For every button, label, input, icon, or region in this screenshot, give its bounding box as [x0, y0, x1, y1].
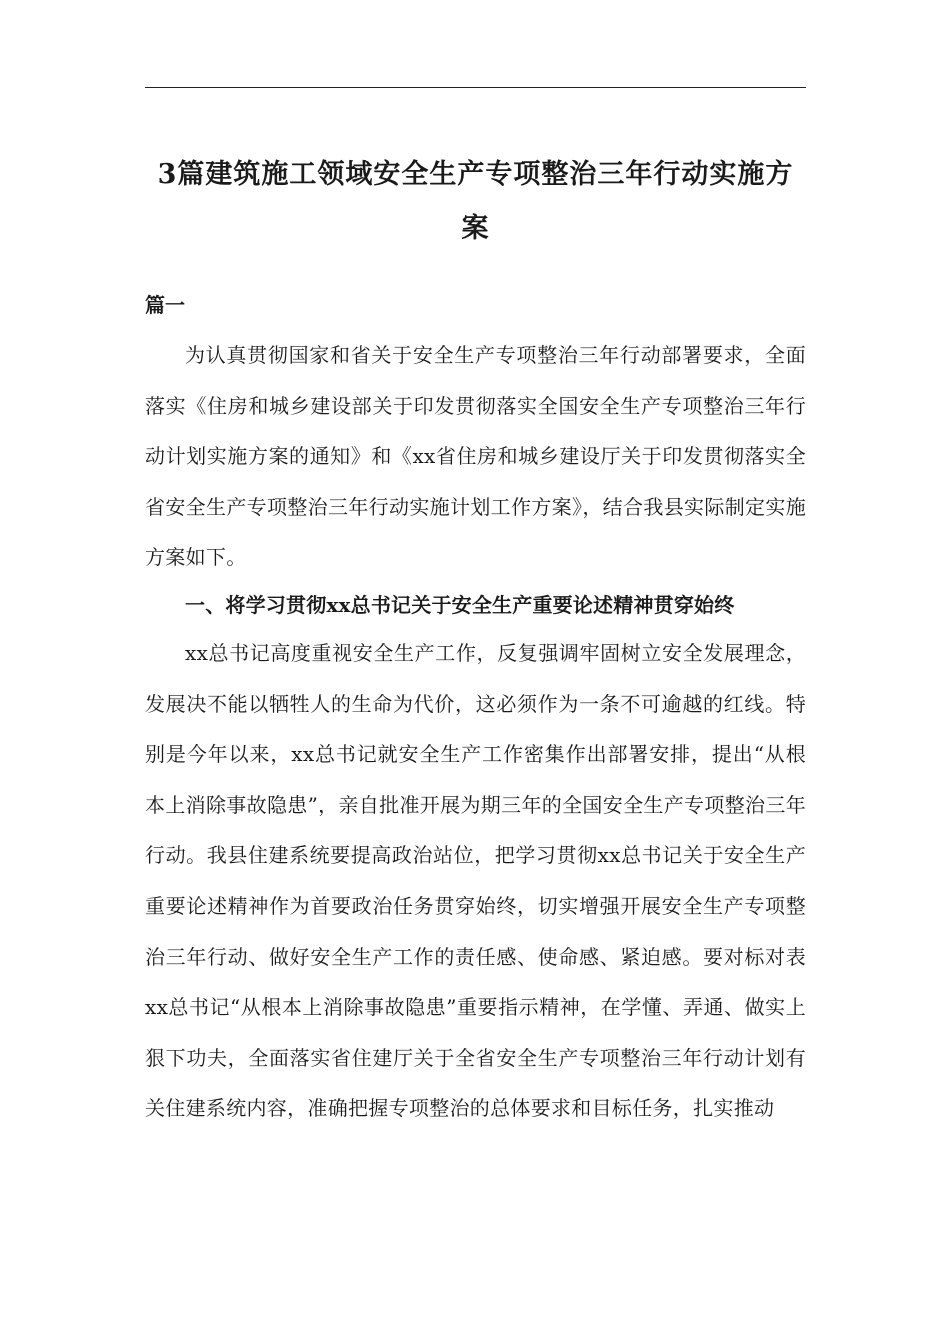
body-paragraph-2: xx总书记高度重视安全生产工作，反复强调牢固树立安全发展理念，发展决不能以牺牲人的生命为代价，这必须作为一条不可逾越的红线。特别是今年以来，xx总书记就安全生产工作密集作出部署安排，提出“从根本上消除事故隐患”，亲自批准开展为期三年的全国安全生产专项整治三年行动。我县住建系统要提高政治站位，把学习贯彻xx总书记关于安全生产重要论述精神作为首要政治任务贯穿始终，切实增强开展安全生产专项整治三年行动、做好安全生产工作的责任感、使命感、紧迫感。要对标对表xx总书记“从根本上消除事故隐患”重要指示精神，在学懂、弄通、做实上狠下功夫，全面落实省住建厅关于全省安全生产专项整治三年行动计划有关住建系统内容，准确把握专项整治的总体要求和目标任务，扎实推动: [145, 641, 806, 1121]
document-title: 3篇建筑施工领域安全生产专项整治三年行动实施方案: [157, 159, 794, 244]
section-heading-1: 一、将学习贯彻xx总书记关于安全生产重要论述精神贯穿始终: [185, 593, 735, 617]
section-label: 篇一: [145, 293, 185, 317]
header-rule: [145, 87, 806, 88]
intro-paragraph: 为认真贯彻国家和省关于安全生产专项整治三年行动部署要求，全面落实《住房和城乡建设部关于印发贯彻落实全国安全生产专项整治三年行动计划实施方案的通知》和《xx省住房和城乡建设厅关于印发贯彻落实全省安全生产专项整治三年行动实施计划工作方案》，结合我县实际制定实施方案如下。: [145, 343, 806, 570]
